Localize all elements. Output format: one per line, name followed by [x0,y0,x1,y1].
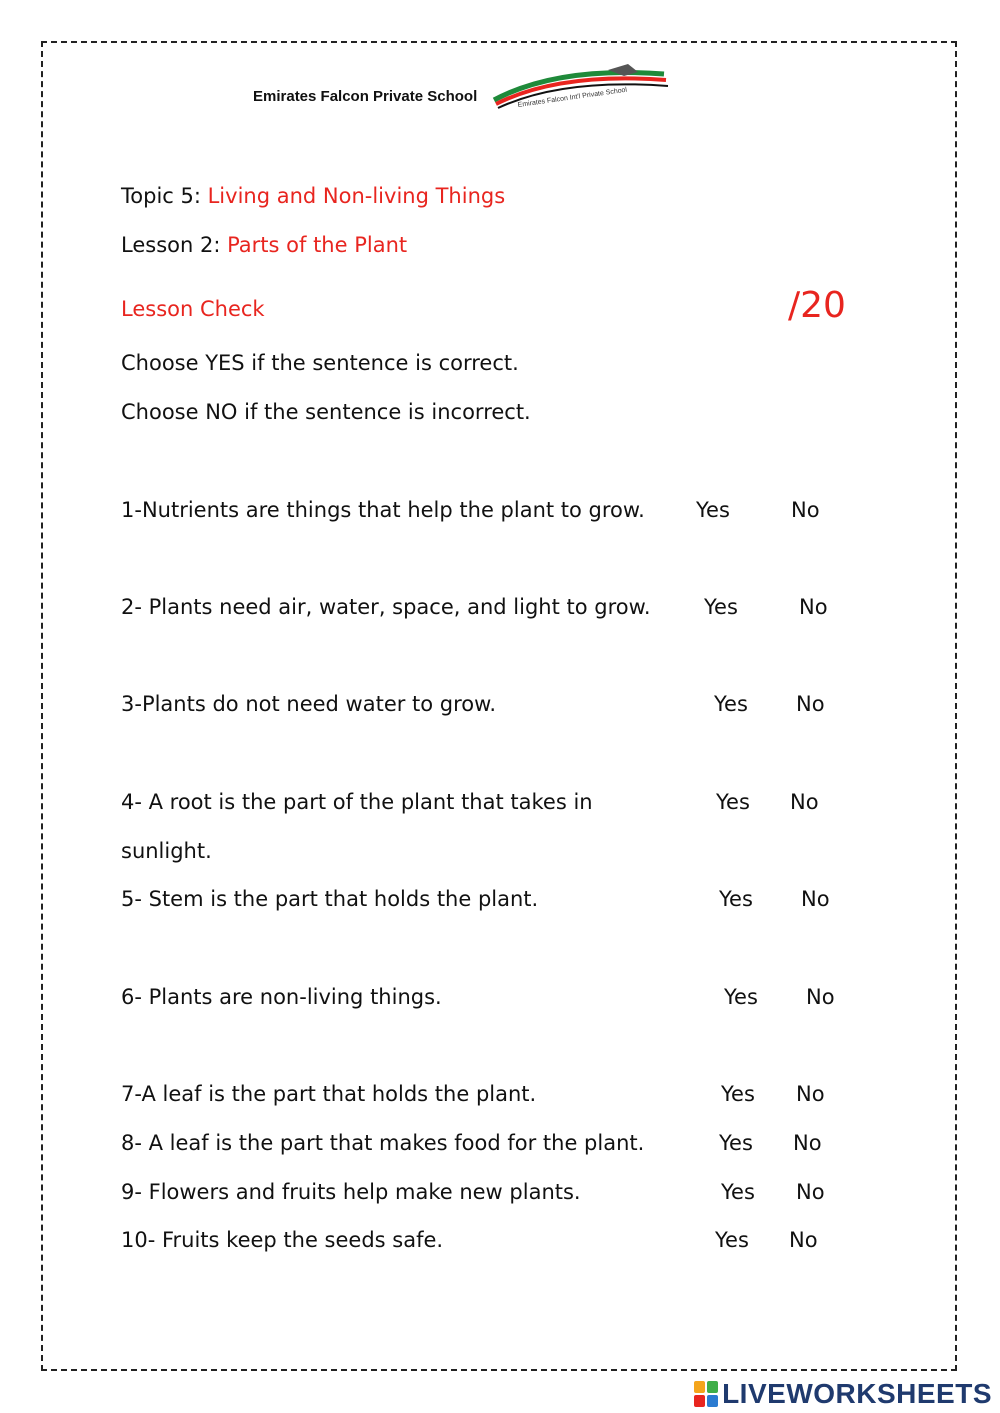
watermark-text: LIVEWORKSHEETS [722,1378,992,1409]
q3-no-option[interactable]: No [796,692,825,716]
question-9: 9- Flowers and fruits help make new plants. [121,1180,581,1204]
q1-no-option[interactable]: No [791,498,820,522]
q7-no-option[interactable]: No [796,1082,825,1106]
school-logo [488,60,670,110]
q9-yes-option[interactable]: Yes [721,1180,755,1204]
q4-yes-option[interactable]: Yes [716,790,750,814]
q10-no-option[interactable]: No [789,1228,818,1252]
q8-no-option[interactable]: No [793,1131,822,1155]
topic-label: Topic 5: [121,184,208,208]
question-4-continuation: sunlight. [121,839,212,863]
q2-yes-option[interactable]: Yes [704,595,738,619]
q4-no-option[interactable]: No [790,790,819,814]
q8-yes-option[interactable]: Yes [719,1131,753,1155]
question-10: 10- Fruits keep the seeds safe. [121,1228,444,1252]
q9-no-option[interactable]: No [796,1180,825,1204]
q10-yes-option[interactable]: Yes [715,1228,749,1252]
liveworksheets-watermark [694,1377,992,1411]
question-5: 5- Stem is the part that holds the plant. [121,887,539,911]
question-6: 6- Plants are non-living things. [121,985,442,1009]
topic-value: Living and Non-living Things [207,184,506,208]
lesson-check-title: Lesson Check [121,297,265,321]
topic-line [121,184,505,208]
q7-yes-option[interactable]: Yes [721,1082,755,1106]
q5-no-option[interactable]: No [801,887,830,911]
instruction-yes: Choose YES if the sentence is correct. [121,351,519,375]
q5-yes-option[interactable]: Yes [719,887,753,911]
question-1: 1-Nutrients are things that help the plant to grow. [121,498,645,522]
instruction-no: Choose NO if the sentence is incorrect. [121,400,531,424]
q6-no-option[interactable]: No [806,985,835,1009]
question-2: 2- Plants need air, water, space, and light to grow. [121,595,651,619]
school-name: Emirates Falcon Private School [253,88,478,105]
lesson-value: Parts of the Plant [227,233,408,257]
lesson-label: Lesson 2: [121,233,228,257]
logo-text: Emirates Falcon Int'l Private School [517,86,628,109]
question-3: 3-Plants do not need water to grow. [121,692,497,716]
question-8: 8- A leaf is the part that makes food for the plant. [121,1131,645,1155]
q3-yes-option[interactable]: Yes [714,692,748,716]
liveworksheets-logo-icon [694,1381,718,1407]
score-total: /20 [788,285,846,326]
question-4: 4- A root is the part of the plant that takes in [121,790,593,814]
q1-yes-option[interactable]: Yes [696,498,730,522]
q6-yes-option[interactable]: Yes [724,985,758,1009]
lesson-line [121,233,407,257]
q2-no-option[interactable]: No [799,595,828,619]
question-7: 7-A leaf is the part that holds the plant. [121,1082,537,1106]
